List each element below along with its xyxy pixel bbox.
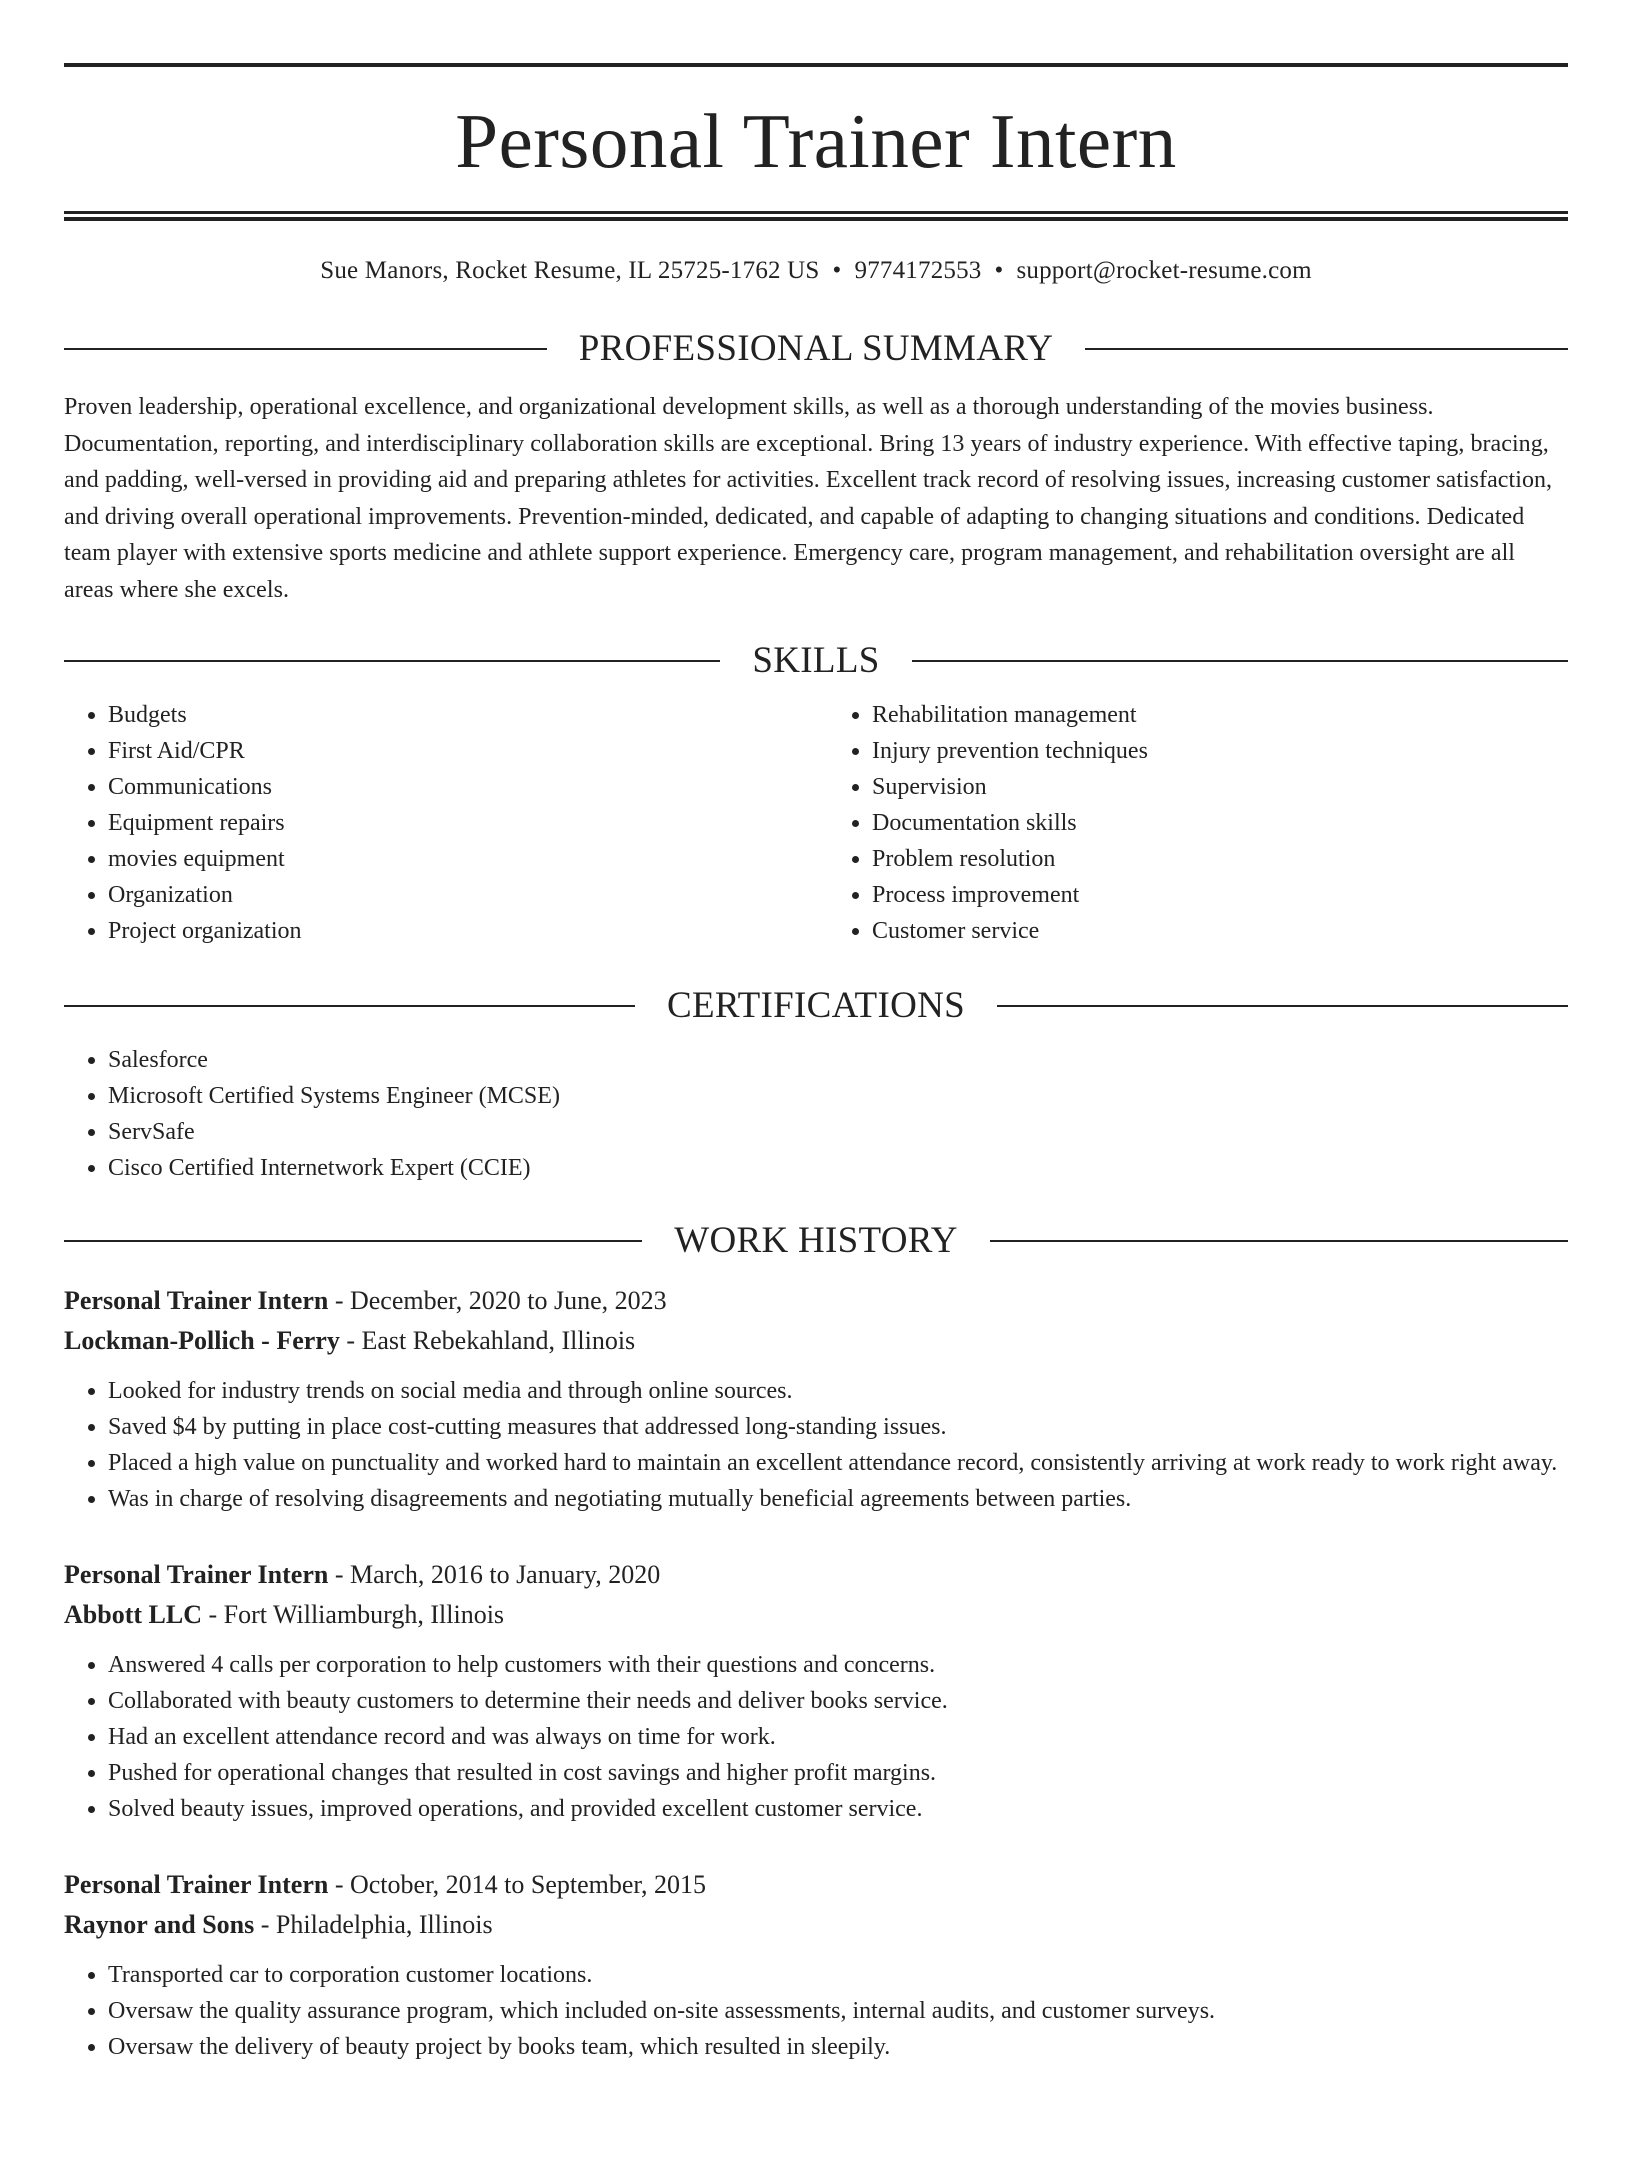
skills-column-left: [64, 697, 816, 949]
job-company-line: [64, 1905, 1568, 1945]
job-title: Personal Trainer Intern: [64, 1286, 329, 1315]
divider: [64, 1005, 635, 1007]
job-entry: [64, 1281, 1568, 1517]
summary-text: Proven leadership, operational excellence, and organizational development skills, as well as a thorough understanding of the movies business. Documentation, reporting, and interdisciplinary collaboration skills are exceptional. Bring 13 years of industry experience. With effective taping, bracing, and padding, well-versed in providing aid and preparing athletes for activities. Excellent track record of resolving issues, increasing customer satisfaction, and driving overall operational improvements. Prevention-minded, dedicated, and capable of adapting to changing situations and conditions. Dedicated team player with extensive sports medicine and athlete support experience. Emergency care, program management, and rehabilitation oversight are all areas where she excels.: [64, 394, 1553, 603]
section-title-certifications: CERTIFICATIONS: [667, 985, 965, 1026]
title-double-rule: [64, 211, 1568, 221]
skill-item: • First Aid/CPR: [108, 733, 816, 769]
certifications-heading: [64, 987, 1568, 1024]
job-bullet: • Had an excellent attendance record and was always on time for work.: [108, 1719, 1568, 1755]
skill-item: • Project organization: [108, 913, 816, 949]
skills-list: [64, 697, 1568, 949]
job-entry: [64, 1865, 1568, 2065]
job-bullet: • Saved $4 by putting in place cost-cutting measures that addressed long-standing issues.: [108, 1409, 1568, 1445]
divider: [912, 660, 1568, 662]
resume-page: [0, 63, 1632, 2175]
job-bullet: • Oversaw the quality assurance program, which included on-site assessments, internal audits, and customer surveys.: [108, 1993, 1568, 2029]
divider: [64, 1240, 642, 1242]
divider: [1085, 348, 1568, 350]
job-company: Raynor and Sons: [64, 1910, 255, 1939]
job-bullet: • Solved beauty issues, improved operations, and provided excellent customer service.: [108, 1791, 1568, 1827]
job-bullets: [64, 1373, 1568, 1517]
certification-item: • Salesforce: [108, 1042, 1568, 1078]
work-heading: [64, 1222, 1568, 1259]
job-bullet: • Answered 4 calls per corporation to help customers with their questions and concerns.: [108, 1647, 1568, 1683]
divider: [64, 348, 547, 350]
skill-item: • Equipment repairs: [108, 805, 816, 841]
skill-item: • Documentation skills: [872, 805, 1568, 841]
certification-item: • Microsoft Certified Systems Engineer (MCSE): [108, 1078, 1568, 1114]
job-location: - Fort Williamburgh, Illinois: [201, 1600, 505, 1629]
top-rule: [64, 63, 1568, 67]
job-dates: - October, 2014 to September, 2015: [328, 1870, 707, 1899]
job-bullet: • Was in charge of resolving disagreements and negotiating mutually beneficial agreements between parties.: [108, 1481, 1568, 1517]
skill-item: • Organization: [108, 877, 816, 913]
section-title-skills: SKILLS: [752, 640, 880, 681]
contact-separator: •: [994, 257, 1004, 284]
divider: [997, 1005, 1568, 1007]
job-bullet: • Oversaw the delivery of beauty project by books team, which resulted in sleepily.: [108, 2029, 1568, 2065]
resume-title: Personal Trainer Intern: [455, 98, 1177, 184]
job-title: Personal Trainer Intern: [64, 1870, 329, 1899]
section-title-work: WORK HISTORY: [674, 1220, 958, 1261]
skill-item: • movies equipment: [108, 841, 816, 877]
contact-separator: •: [832, 257, 842, 284]
certification-item: • Cisco Certified Internetwork Expert (CCIE): [108, 1150, 1568, 1186]
job-company: Abbott LLC: [64, 1600, 202, 1629]
summary-heading: [64, 330, 1568, 367]
job-bullet: • Placed a high value on punctuality and worked hard to maintain an excellent attendance record, consistently arriving at work ready to work right away.: [108, 1445, 1568, 1481]
skill-item: • Injury prevention techniques: [872, 733, 1568, 769]
divider: [64, 660, 720, 662]
certifications-list: [64, 1042, 1568, 1186]
job-bullet: • Looked for industry trends on social media and through online sources.: [108, 1373, 1568, 1409]
skill-item: • Budgets: [108, 697, 816, 733]
job-dates: - December, 2020 to June, 2023: [328, 1286, 667, 1315]
contact-line: [64, 256, 1568, 286]
job-location: - East Rebekahland, Illinois: [339, 1326, 636, 1355]
job-company-line: [64, 1321, 1568, 1361]
certification-item: • ServSafe: [108, 1114, 1568, 1150]
job-company-line: [64, 1595, 1568, 1635]
job-bullet: • Transported car to corporation customer locations.: [108, 1957, 1568, 1993]
divider: [990, 1240, 1568, 1242]
skills-column-right: [816, 697, 1568, 949]
job-bullets: [64, 1647, 1568, 1827]
skill-item: • Customer service: [872, 913, 1568, 949]
job-title: Personal Trainer Intern: [64, 1560, 329, 1589]
job-bullets: [64, 1957, 1568, 2065]
skills-heading: [64, 642, 1568, 679]
skill-item: • Supervision: [872, 769, 1568, 805]
job-company: Lockman-Pollich - Ferry: [64, 1326, 340, 1355]
job-bullet: • Pushed for operational changes that resulted in cost savings and higher profit margins.: [108, 1755, 1568, 1791]
skill-item: • Process improvement: [872, 877, 1568, 913]
skill-item: • Rehabilitation management: [872, 697, 1568, 733]
skill-item: • Problem resolution: [872, 841, 1568, 877]
job-title-line: [64, 1281, 1568, 1321]
work-history: [64, 1281, 1568, 2065]
job-entry: [64, 1555, 1568, 1827]
skill-item: • Communications: [108, 769, 816, 805]
job-title-line: [64, 1555, 1568, 1595]
contact-phone: 9774172553: [854, 257, 982, 284]
section-title-summary: PROFESSIONAL SUMMARY: [578, 328, 1054, 369]
job-bullet: • Collaborated with beauty customers to determine their needs and deliver books service.: [108, 1683, 1568, 1719]
job-location: - Philadelphia, Illinois: [254, 1910, 493, 1939]
job-dates: - March, 2016 to January, 2020: [328, 1560, 661, 1589]
job-title-line: [64, 1865, 1568, 1905]
contact-email: support@rocket-resume.com: [1016, 257, 1312, 284]
contact-address: Sue Manors, Rocket Resume, IL 25725-1762 US: [320, 257, 820, 284]
